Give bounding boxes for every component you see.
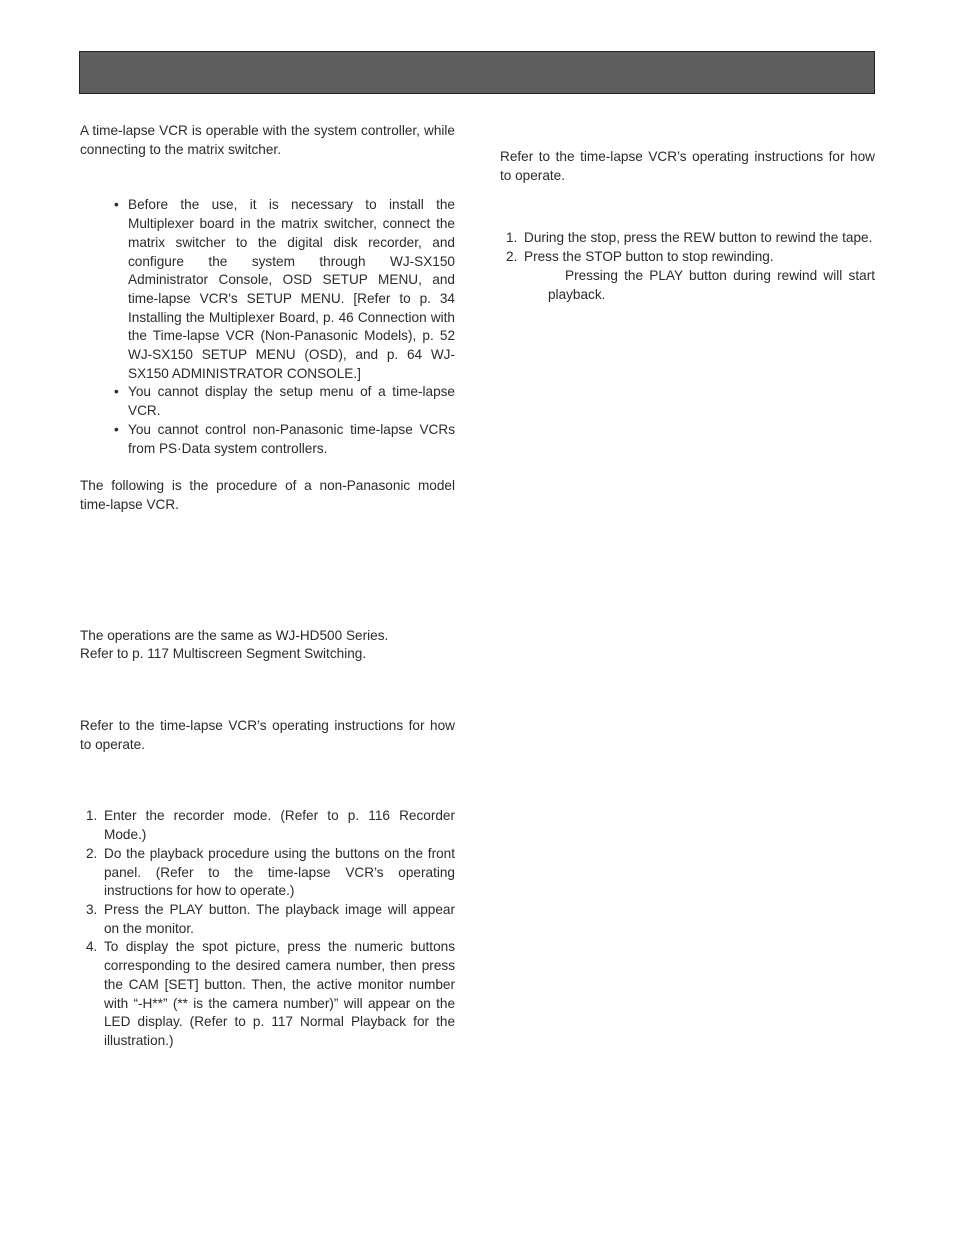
playback-step: 4. To display the spot picture, press the numeric buttons corresponding to the desired camera number, then press the CAM [SET] button. Then, the active monitor number with “-H**” (** is the camera number)” will appear on the LED display. (Refer to p. 117 Normal Playback for the illustration.) xyxy=(86,939,455,1048)
refer-instructions-right: Refer to the time-lapse VCR’s operating instructions for how to operate. xyxy=(500,149,875,183)
right-column xyxy=(500,148,875,304)
left-column xyxy=(80,122,455,1051)
procedure-intro: The following is the procedure of a non-Panasonic model time-lapse VCR. xyxy=(80,478,455,512)
notes-list xyxy=(80,196,455,458)
section-header-bar xyxy=(79,51,875,94)
playback-step: 2. Do the playback procedure using the buttons on the front panel. (Refer to the time-lapse VCR’s operating instructions for how to operate.) xyxy=(86,845,455,899)
rewind-step: 1. During the stop, press the REW button to rewind the tape. xyxy=(506,230,873,246)
refer-instructions-left: Refer to the time-lapse VCR’s operating instructions for how to operate. xyxy=(80,718,455,752)
note-bullet: • You cannot display the setup menu of a time-lapse VCR. xyxy=(80,383,455,420)
note-bullet: • Before the use, it is necessary to install the Multiplexer board in the matrix switcher, connect the matrix switcher to the digital disk recorder, and configure the system through WJ-SX150 Administrator Console, OSD SETUP MENU, and time-lapse VCR's SETUP MENU. [Refer to p. 34 Installing the Multiplexer Board, p. 46 Connection with the Time-lapse VCR (Non-Panasonic Models), p. 52 WJ-SX150 SETUP MENU (OSD), and p. 64 WJ-SX150 ADMINISTRATOR CONSOLE.] xyxy=(80,196,455,383)
playback-step: 3. Press the PLAY button. The playback image will appear on the monitor. xyxy=(86,901,455,936)
rewind-steps xyxy=(500,229,875,266)
playback-step: 1. Enter the recorder mode. (Refer to p. 116 Recorder Mode.) xyxy=(86,808,455,843)
rewind-note: Pressing the PLAY button during rewind will start playback. xyxy=(548,267,875,302)
multiscreen-line-1: The operations are the same as WJ-HD500 Series. xyxy=(80,627,389,643)
rewind-step: 2. Press the STOP button to stop rewinding. xyxy=(506,249,774,265)
note-bullet: • You cannot control non-Panasonic time-lapse VCRs from PS·Data system controllers. xyxy=(80,421,455,458)
intro-paragraph: A time-lapse VCR is operable with the system controller, while connecting to the matrix switcher. xyxy=(80,123,455,157)
playback-steps xyxy=(80,807,455,1050)
multiscreen-line-2: Refer to p. 117 Multiscreen Segment Switching. xyxy=(80,646,367,662)
